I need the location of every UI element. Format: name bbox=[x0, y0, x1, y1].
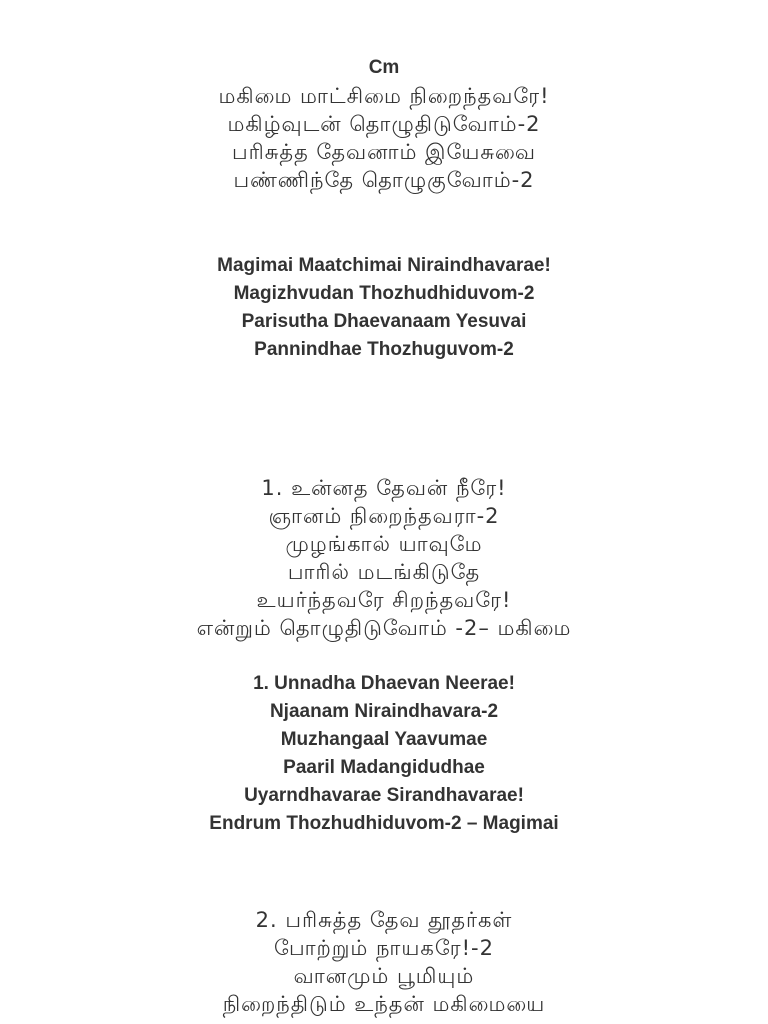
verse1-tamil-line: உயர்ந்தவரே சிறந்தவரே! bbox=[256, 588, 512, 612]
chord-label-block bbox=[0, 54, 768, 82]
verse1-tamil-line: பாரில் மடங்கிடுதே bbox=[287, 560, 481, 584]
verse2-tamil-line: போற்றும் நாயகரே!-2 bbox=[274, 936, 494, 960]
chorus-english-line: Pannindhae Thozhuguvom-2 bbox=[254, 339, 514, 360]
verse2-tamil-line: 2. பரிசுத்த தேவ தூதர்கள் bbox=[255, 908, 513, 932]
chord-label: Cm bbox=[368, 57, 400, 78]
verse1-english-line: Uyarndhavarae Sirandhavarae! bbox=[244, 785, 524, 806]
verse1-english-line: 1. Unnadha Dhaevan Neerae! bbox=[253, 673, 515, 694]
chorus-tamil-line: மகிழ்வுடன் தொழுதிடுவோம்-2 bbox=[227, 112, 541, 136]
chorus-english bbox=[0, 252, 768, 364]
verse1-english-line: Muzhangaal Yaavumae bbox=[280, 729, 488, 750]
verse1-english bbox=[0, 670, 768, 838]
verse1-tamil-line: 1. உன்னத தேவன் நீரே! bbox=[261, 476, 507, 500]
chorus-english-line: Magimai Maatchimai Niraindhavarae! bbox=[217, 255, 551, 276]
verse2-tamil bbox=[0, 906, 768, 1018]
verse2-tamil-line: வானமும் பூமியும் bbox=[293, 964, 475, 988]
chorus-english-line: Magizhvudan Thozhudhiduvom-2 bbox=[233, 283, 535, 304]
chorus-english-line: Parisutha Dhaevanaam Yesuvai bbox=[241, 311, 527, 332]
verse2-tamil-line: நிறைந்திடும் உந்தன் மகிமையை bbox=[222, 992, 546, 1016]
chorus-tamil-line: பண்ணிந்தே தொழுகுவோம்-2 bbox=[233, 168, 535, 192]
verse1-tamil-line: முழங்கால் யாவுமே bbox=[285, 532, 483, 556]
chorus-tamil bbox=[0, 82, 768, 194]
verse1-english-line: Njaanam Niraindhavara-2 bbox=[269, 701, 499, 722]
verse1-tamil-line: என்றும் தொழுதிடுவோம் -2– மகிமை bbox=[196, 616, 572, 640]
chorus-tamil-line: மகிமை மாட்சிமை நிறைந்தவரே! bbox=[218, 84, 550, 108]
verse1-tamil bbox=[0, 474, 768, 642]
verse1-tamil-line: ஞானம் நிறைந்தவரா-2 bbox=[268, 504, 500, 528]
chorus-tamil-line: பரிசுத்த தேவனாம் இயேசுவை bbox=[231, 140, 537, 164]
verse1-english-line: Paaril Madangidudhae bbox=[283, 757, 485, 778]
verse1-english-line: Endrum Thozhudhiduvom-2 – Magimai bbox=[209, 813, 559, 834]
